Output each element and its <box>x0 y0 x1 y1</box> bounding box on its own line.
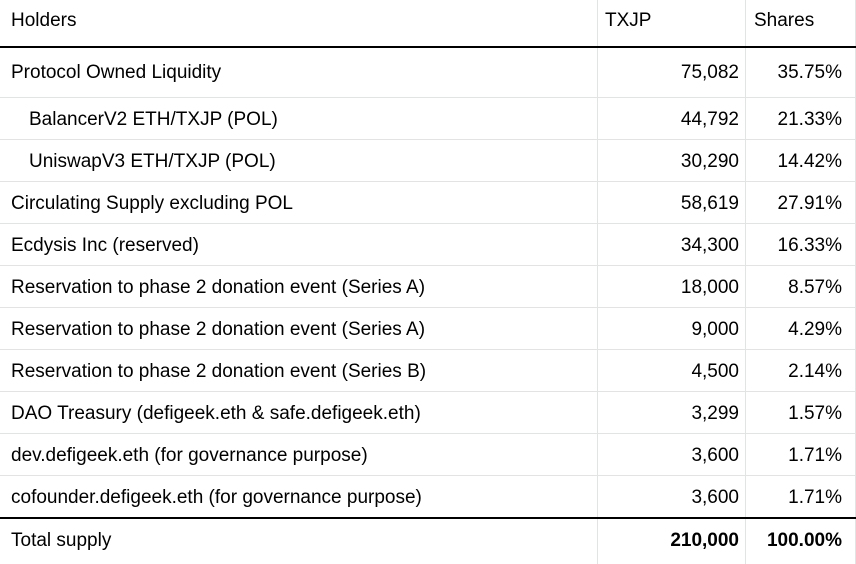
holder-cell[interactable]: DAO Treasury (defigeek.eth & safe.defigeek.eth) <box>11 403 421 424</box>
table-row <box>0 182 856 224</box>
txjp-cell[interactable]: 18,000 <box>680 277 739 298</box>
table-row <box>0 476 856 518</box>
table-row <box>0 224 856 266</box>
table-row <box>0 350 856 392</box>
shares-cell[interactable]: 4.29% <box>788 319 842 340</box>
shares-cell[interactable]: 16.33% <box>777 235 842 256</box>
shares-cell[interactable]: 35.75% <box>777 62 842 83</box>
table-row <box>0 98 856 140</box>
holder-cell[interactable]: Reservation to phase 2 donation event (Series B) <box>11 361 427 382</box>
txjp-cell[interactable]: 30,290 <box>680 151 739 172</box>
holder-cell[interactable]: cofounder.defigeek.eth (for governance purpose) <box>11 487 422 508</box>
table-row <box>0 392 856 434</box>
shares-cell[interactable]: 1.71% <box>788 445 842 466</box>
txjp-cell[interactable]: 9,000 <box>691 319 739 340</box>
txjp-cell[interactable]: 44,792 <box>680 109 739 130</box>
table-row <box>0 434 856 476</box>
holder-cell[interactable]: BalancerV2 ETH/TXJP (POL) <box>29 109 278 130</box>
txjp-cell[interactable]: 58,619 <box>680 193 739 214</box>
txjp-cell[interactable]: 4,500 <box>691 361 739 382</box>
total-txjp-cell[interactable]: 210,000 <box>670 530 739 551</box>
shares-cell[interactable]: 1.71% <box>788 487 842 508</box>
holder-cell[interactable]: Circulating Supply excluding POL <box>11 193 293 214</box>
table-row <box>0 308 856 350</box>
header-holders[interactable]: Holders <box>11 10 77 31</box>
total-shares-cell[interactable]: 100.00% <box>766 530 842 551</box>
table-row <box>0 48 856 98</box>
txjp-cell[interactable]: 3,299 <box>691 403 739 424</box>
table-row <box>0 140 856 182</box>
shares-cell[interactable]: 14.42% <box>777 151 842 172</box>
table-header-row <box>0 0 856 48</box>
txjp-cell[interactable]: 75,082 <box>680 62 739 83</box>
shares-cell[interactable]: 21.33% <box>777 109 842 130</box>
table-row <box>0 266 856 308</box>
txjp-cell[interactable]: 3,600 <box>691 445 739 466</box>
txjp-cell[interactable]: 34,300 <box>680 235 739 256</box>
holder-cell[interactable]: dev.defigeek.eth (for governance purpose) <box>11 445 368 466</box>
txjp-cell[interactable]: 3,600 <box>691 487 739 508</box>
holder-cell[interactable]: Reservation to phase 2 donation event (Series A) <box>11 277 426 298</box>
total-holder-cell[interactable]: Total supply <box>11 530 112 551</box>
holder-cell[interactable]: UniswapV3 ETH/TXJP (POL) <box>29 151 276 172</box>
holder-cell[interactable]: Ecdysis Inc (reserved) <box>11 235 199 256</box>
holder-cell[interactable]: Protocol Owned Liquidity <box>11 62 222 83</box>
shares-cell[interactable]: 1.57% <box>788 403 842 424</box>
shares-cell[interactable]: 8.57% <box>788 277 842 298</box>
holder-cell[interactable]: Reservation to phase 2 donation event (Series A) <box>11 319 426 340</box>
header-txjp[interactable]: TXJP <box>605 10 652 31</box>
shares-cell[interactable]: 2.14% <box>788 361 842 382</box>
shares-cell[interactable]: 27.91% <box>777 193 842 214</box>
total-row <box>0 517 856 563</box>
header-shares[interactable]: Shares <box>754 10 815 31</box>
